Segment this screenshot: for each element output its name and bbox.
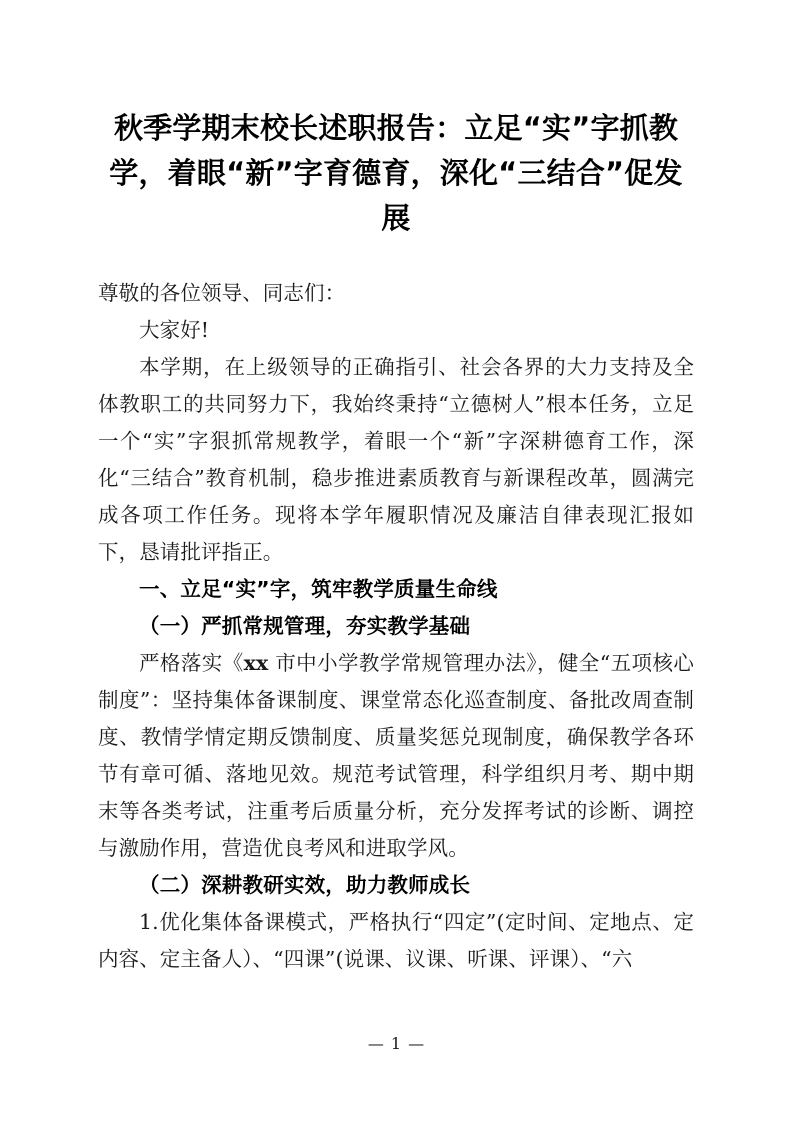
page-title: 秋季学期末校长述职报告：立足“实”字抓教学，着眼“新”字育德育，深化“三结合”促发展 <box>109 111 683 235</box>
section-heading-1: 一、立足“实”字，筑牢教学质量生命线 <box>139 577 498 601</box>
paragraph-text-lead: 严格落实《 <box>139 651 244 675</box>
placeholder-city-token: xx <box>243 651 269 675</box>
greeting-line: 大家好! <box>139 318 210 342</box>
document-content <box>98 0 694 978</box>
subsection-heading-1-1: （一）严抓常规管理，夯实教学基础 <box>139 614 471 638</box>
salutation-line: 尊敬的各位领导、同志们： <box>98 281 346 305</box>
subsection-1-2-paragraph: 1.优化集体备课模式，严格执行“四定”(定时间、定地点、定内容、定主备人）、“四课”(说课、议课、听课、评课）、“六 <box>98 910 694 971</box>
paragraph-text-rest: 市中小学教学常规管理办法》，健全“五项核心制度”：坚持集体备课制度、课堂常态化巡查制度、备批改周查制度、教情学情定期反馈制度、质量奖惩兑现制度，确保教学各环节有章可循、落地见效。规范考试管理，科学组织月考、期中期末等各类考试，注重考后质量分析，充分发挥考试的诊断、调控与激励作用，营造优良考风和进取学风。 <box>98 651 695 860</box>
intro-paragraph: 本学期，在上级领导的正确指引、社会各界的大力支持及全体教职工的共同努力下，我始终秉持“立德树人”根本任务，立足一个“实”字狠抓常规教学，着眼一个“新”字深耕德育工作，深化“三结合”教育机制，稳步推进素质教育与新课程改革，圆满完成各项工作任务。现将本学年履职情况及廉洁自律表现汇报如下，恳请批评指正。 <box>98 355 694 564</box>
page-number-footer: — 1 — <box>367 1034 426 1053</box>
subsection-1-1-paragraph <box>98 645 694 867</box>
document-body <box>98 275 694 978</box>
subsection-heading-1-2: （二）深耕教研实效，助力教师成长 <box>139 873 471 897</box>
